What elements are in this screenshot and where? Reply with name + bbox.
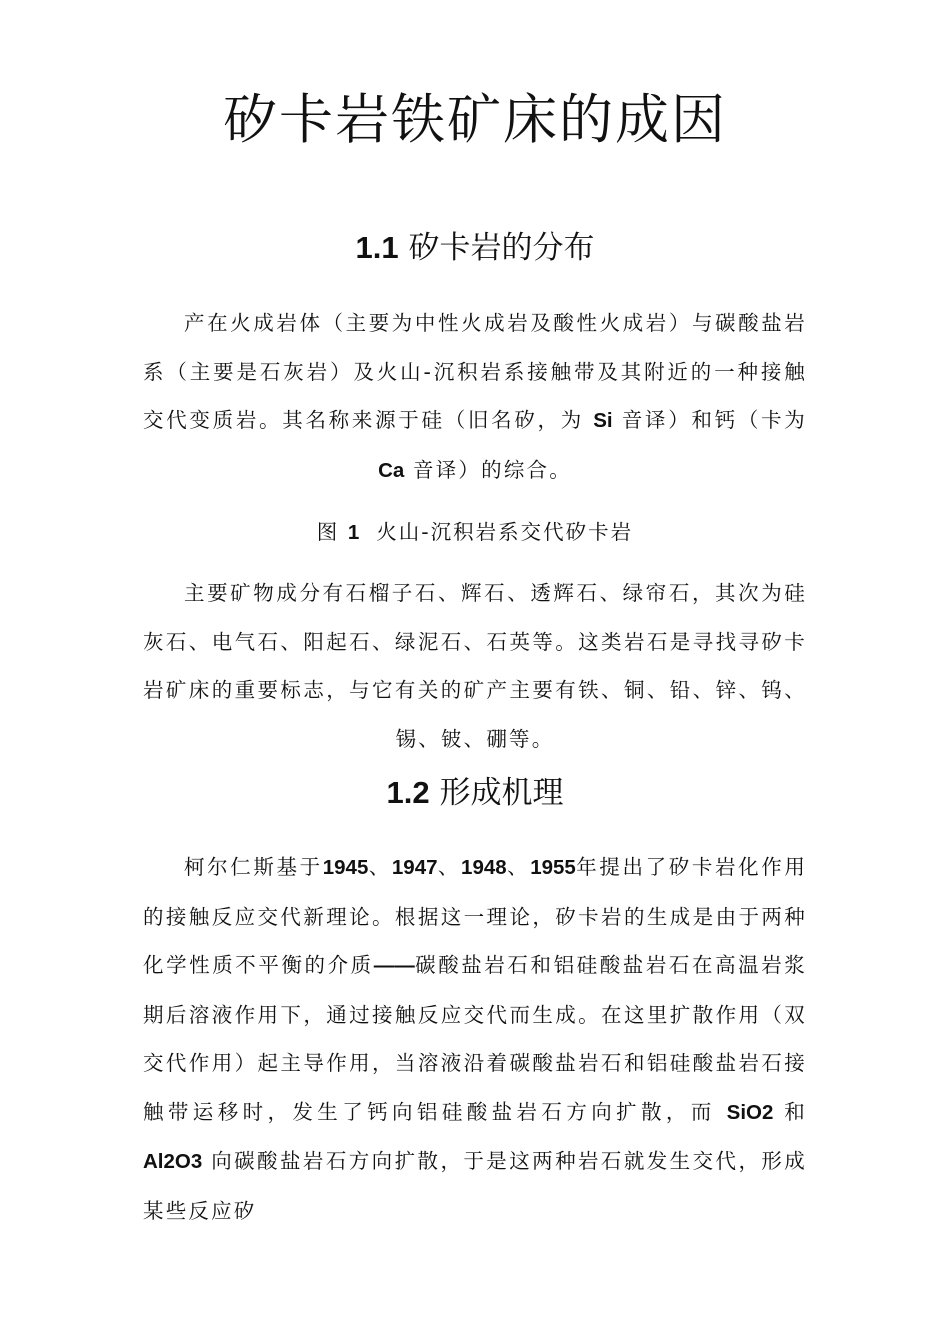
text-run: 音译）的综合。 [413,457,572,482]
text-run: 产在火成岩体（主要为中性火成岩及酸性火成岩）与碳酸盐岩系（主要是石灰岩）及火山-沉积岩系接触带及其附近的一种接触交代变质岩。其名称来源于硅（旧名矽，为 [143,311,807,432]
paragraph-skarn-definition [143,299,807,495]
text-run: 年提出了矽卡岩化作用的接触反应交代新理论。根据这一理论，矽卡岩的生成是由于两种化学性质不平衡的介质 [143,855,808,977]
section-heading-1-2 [0,773,950,813]
em-dash: —— [373,954,415,977]
section-title: 形成机理 [439,775,564,811]
year: 1948 [461,856,507,879]
paragraph-minerals: 主要矿物成分有石榴子石、辉石、透辉石、绿帘石，其次为硅灰石、电气石、阳起石、绿泥石、石英等。这类岩石是寻找寻矽卡岩矿床的重要标志，与它有关的矿产主要有铁、铜、铅、锌、钨、锡、铍、硼等。 [143,581,807,751]
document-title: 矽卡岩铁矿床的成因 [223,88,727,151]
chemical-formula-al2o3: Al2O3 [143,1150,203,1173]
text-run: 和 [784,1099,807,1124]
chemical-symbol-ca: Ca [378,458,405,482]
text-run: 、 [368,855,392,879]
text-run: 碳酸盐岩石和铝硅酸盐岩石在高温岩浆期后溶液作用下，通过接触反应交代而生成。在这里扩散作用（双交代作用）起主导作用，当溶液沿着碳酸盐岩石和铝硅酸盐岩石接触带运移时，发生了钙向铝硅酸盐岩石方向扩散，而 [143,953,808,1124]
chemical-symbol-si: Si [593,409,613,432]
section-number: 1.1 [355,230,399,265]
year: 1945 [322,856,369,879]
year: 1947 [391,856,438,879]
section-number: 1.2 [386,775,430,810]
paragraph-formation-mechanism [143,843,807,1235]
text-run: 向碳酸盐岩石方向扩散，于是这两种岩石就发生交代，形成某些反应矽 [143,1149,808,1223]
text-run: 音译）和钙（卡为 [621,408,807,432]
chemical-formula-sio2: SiO2 [726,1100,774,1124]
figure-number: 1 [347,521,360,544]
text-run: 、 [506,855,531,879]
figure-caption [0,512,950,553]
figure-label: 图 [316,520,340,544]
text-run: 、 [437,855,462,879]
section-title: 矽卡岩的分布 [408,230,595,266]
section-heading-1-1 [0,228,950,268]
year: 1955 [530,856,576,879]
text-run: 柯尔仁斯基于 [184,855,323,879]
figure-caption-text: 火山-沉积岩系交代矽卡岩 [376,520,634,544]
